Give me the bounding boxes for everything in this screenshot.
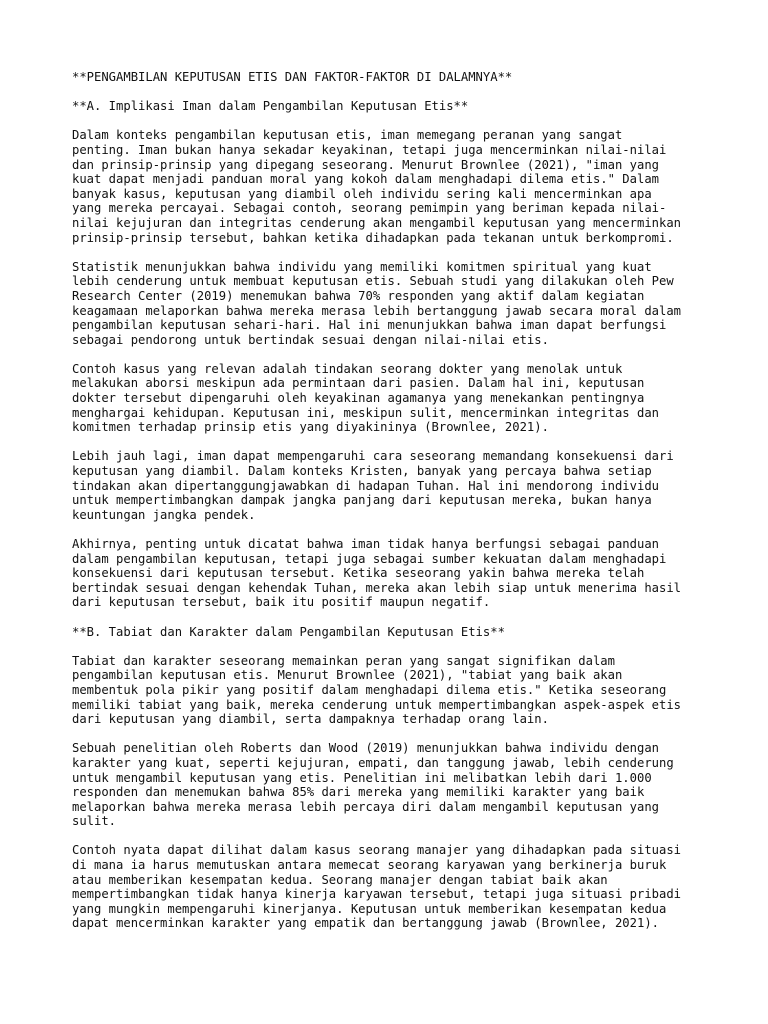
text-line: nilai kejujuran dan integritas cenderung akan mengambil keputusan yang mencerminkan xyxy=(72,215,682,230)
text-line: Tabiat dan karakter seseorang memainkan peran yang sangat signifikan dalam xyxy=(72,653,615,668)
text-line: karakter yang kuat, seperti kejujuran, empati, dan tanggung jawab, lebih cenderung xyxy=(72,755,674,770)
paragraph-a4 xyxy=(72,449,712,522)
text-line: sebagai pendorong untuk bertindak sesuai dengan nilai-nilai etis. xyxy=(72,332,549,347)
text-line: Contoh nyata dapat dilihat dalam kasus seorang manajer yang dihadapkan pada situasi xyxy=(72,843,682,858)
text-line: banyak kasus, keputusan yang diambil oleh individu sering kali mencerminkan apa xyxy=(72,186,652,201)
text-line: di mana ia harus memutuskan antara memecat seorang karyawan yang berkinerja buruk xyxy=(72,858,667,873)
text-line: konsekuensi dari keputusan tersebut. Ketika seseorang yakin bahwa mereka telah xyxy=(72,566,645,581)
text-line: pengambilan keputusan sehari-hari. Hal ini menunjukkan bahwa iman dapat berfungsi xyxy=(72,318,667,333)
paragraph-b2 xyxy=(72,741,712,829)
text-line: Statistik menunjukkan bahwa individu yang memiliki komitmen spiritual yang kuat xyxy=(72,259,652,274)
text-line: membentuk pola pikir yang positif dalam menghadapi dilema etis." Ketika seseorang xyxy=(72,682,667,697)
text-line: lebih cenderung untuk membuat keputusan etis. Sebuah studi yang dilakukan oleh Pew xyxy=(72,274,674,289)
paragraph-b3 xyxy=(72,843,712,931)
text-line: Akhirnya, penting untuk dicatat bahwa iman tidak hanya berfungsi sebagai panduan xyxy=(72,537,659,551)
text-line: melaporkan bahwa mereka merasa lebih percaya diri dalam mengambil keputusan yang xyxy=(72,799,659,814)
text-line: menghargai kehidupan. Keputusan ini, meskipun sulit, mencerminkan integritas dan xyxy=(72,405,659,420)
text-line: untuk mengambil keputusan yang etis. Penelitian ini melibatkan lebih dari 1.000 xyxy=(72,770,652,785)
text-line: untuk mempertimbangkan dampak jangka panjang dari keputusan mereka, bukan hanya xyxy=(72,493,652,508)
text-line: Research Center (2019) menemukan bahwa 70% responden yang aktif dalam kegiatan xyxy=(72,288,645,303)
paragraph-a3 xyxy=(72,362,712,435)
text-line: Dalam konteks pengambilan keputusan etis, iman memegang peranan yang sangat xyxy=(72,128,623,143)
paragraph-a5 xyxy=(72,537,712,610)
text-line: dari keputusan yang diambil, serta dampaknya terhadap orang lain. xyxy=(72,712,549,727)
section-a-heading xyxy=(72,99,712,114)
text-line: mempertimbangkan tidak hanya kinerja karyawan tersebut, tetapi juga situasi pribadi xyxy=(72,887,682,902)
section-b-heading xyxy=(72,625,712,640)
text-line: keuntungan jangka pendek. xyxy=(72,507,256,522)
heading-line: **B. Tabiat dan Karakter dalam Pengambilan Keputusan Etis** xyxy=(72,624,505,639)
heading-line: **A. Implikasi Iman dalam Pengambilan Keputusan Etis** xyxy=(72,99,469,114)
text-line: memiliki tabiat yang baik, mereka cenderung untuk mempertimbangkan aspek-aspek etis xyxy=(72,697,682,712)
text-line: keagamaan melaporkan bahwa mereka merasa lebih bertanggung jawab secara moral dalam xyxy=(72,303,682,318)
text-line: pengambilan keputusan etis. Menurut Brownlee (2021), "tabiat yang baik akan xyxy=(72,668,623,683)
text-line: yang mereka percayai. Sebagai contoh, seorang pemimpin yang beriman kepada nilai- xyxy=(72,201,667,216)
text-line: bertindak sesuai dengan kehendak Tuhan, mereka akan lebih siap untuk menerima hasil xyxy=(72,580,682,595)
text-line: dan prinsip-prinsip yang dipegang seseorang. Menurut Brownlee (2021), "iman yang xyxy=(72,157,659,172)
text-line: dapat mencerminkan karakter yang empatik dan bertanggung jawab (Brownlee, 2021). xyxy=(72,916,659,931)
text-line: responden dan menemukan bahwa 85% dari mereka yang memiliki karakter yang baik xyxy=(72,785,645,800)
text-line: Contoh kasus yang relevan adalah tindakan seorang dokter yang menolak untuk xyxy=(72,361,623,376)
paragraph-a2 xyxy=(72,260,712,348)
text-line: dari keputusan tersebut, baik itu positif maupun negatif. xyxy=(72,595,491,610)
text-line: keputusan yang diambil. Dalam konteks Kristen, banyak yang percaya bahwa setiap xyxy=(72,464,652,479)
document-page xyxy=(72,70,712,931)
text-line: melakukan aborsi meskipun ada permintaan dari pasien. Dalam hal ini, keputusan xyxy=(72,376,645,391)
text-line: kuat dapat menjadi panduan moral yang kokoh dalam menghadapi dilema etis." Dalam xyxy=(72,172,659,187)
text-line: komitmen terhadap prinsip etis yang diyakininya (Brownlee, 2021). xyxy=(72,420,549,435)
text-line: yang mungkin mempengaruhi kinerjanya. Keputusan untuk memberikan kesempatan kedua xyxy=(72,901,667,916)
text-line: Sebuah penelitian oleh Roberts dan Wood (2019) menunjukkan bahwa individu dengan xyxy=(72,741,659,756)
text-line: atau memberikan kesempatan kedua. Seorang manajer dengan tabiat baik akan xyxy=(72,872,608,887)
text-line: penting. Iman bukan hanya sekadar keyakinan, tetapi juga mencerminkan nilai-nilai xyxy=(72,142,667,157)
text-line: dokter tersebut dipengaruhi oleh keyakinan agamanya yang menekankan pentingnya xyxy=(72,391,645,406)
document-title xyxy=(72,70,712,85)
title-line: **PENGAMBILAN KEPUTUSAN ETIS DAN FAKTOR-FAKTOR DI DALAMNYA** xyxy=(72,70,513,84)
paragraph-b1 xyxy=(72,654,712,727)
text-line: prinsip-prinsip tersebut, bahkan ketika dihadapkan pada tekanan untuk berkompromi. xyxy=(72,230,674,245)
text-line: tindakan akan dipertanggungjawabkan di hadapan Tuhan. Hal ini mendorong individu xyxy=(72,478,659,493)
text-line: sulit. xyxy=(72,814,117,829)
text-line: dalam pengambilan keputusan, tetapi juga sebagai sumber kekuatan dalam menghadapi xyxy=(72,551,667,566)
paragraph-a1 xyxy=(72,128,712,245)
text-line: Lebih jauh lagi, iman dapat mempengaruhi cara seseorang memandang konsekuensi dari xyxy=(72,449,674,464)
